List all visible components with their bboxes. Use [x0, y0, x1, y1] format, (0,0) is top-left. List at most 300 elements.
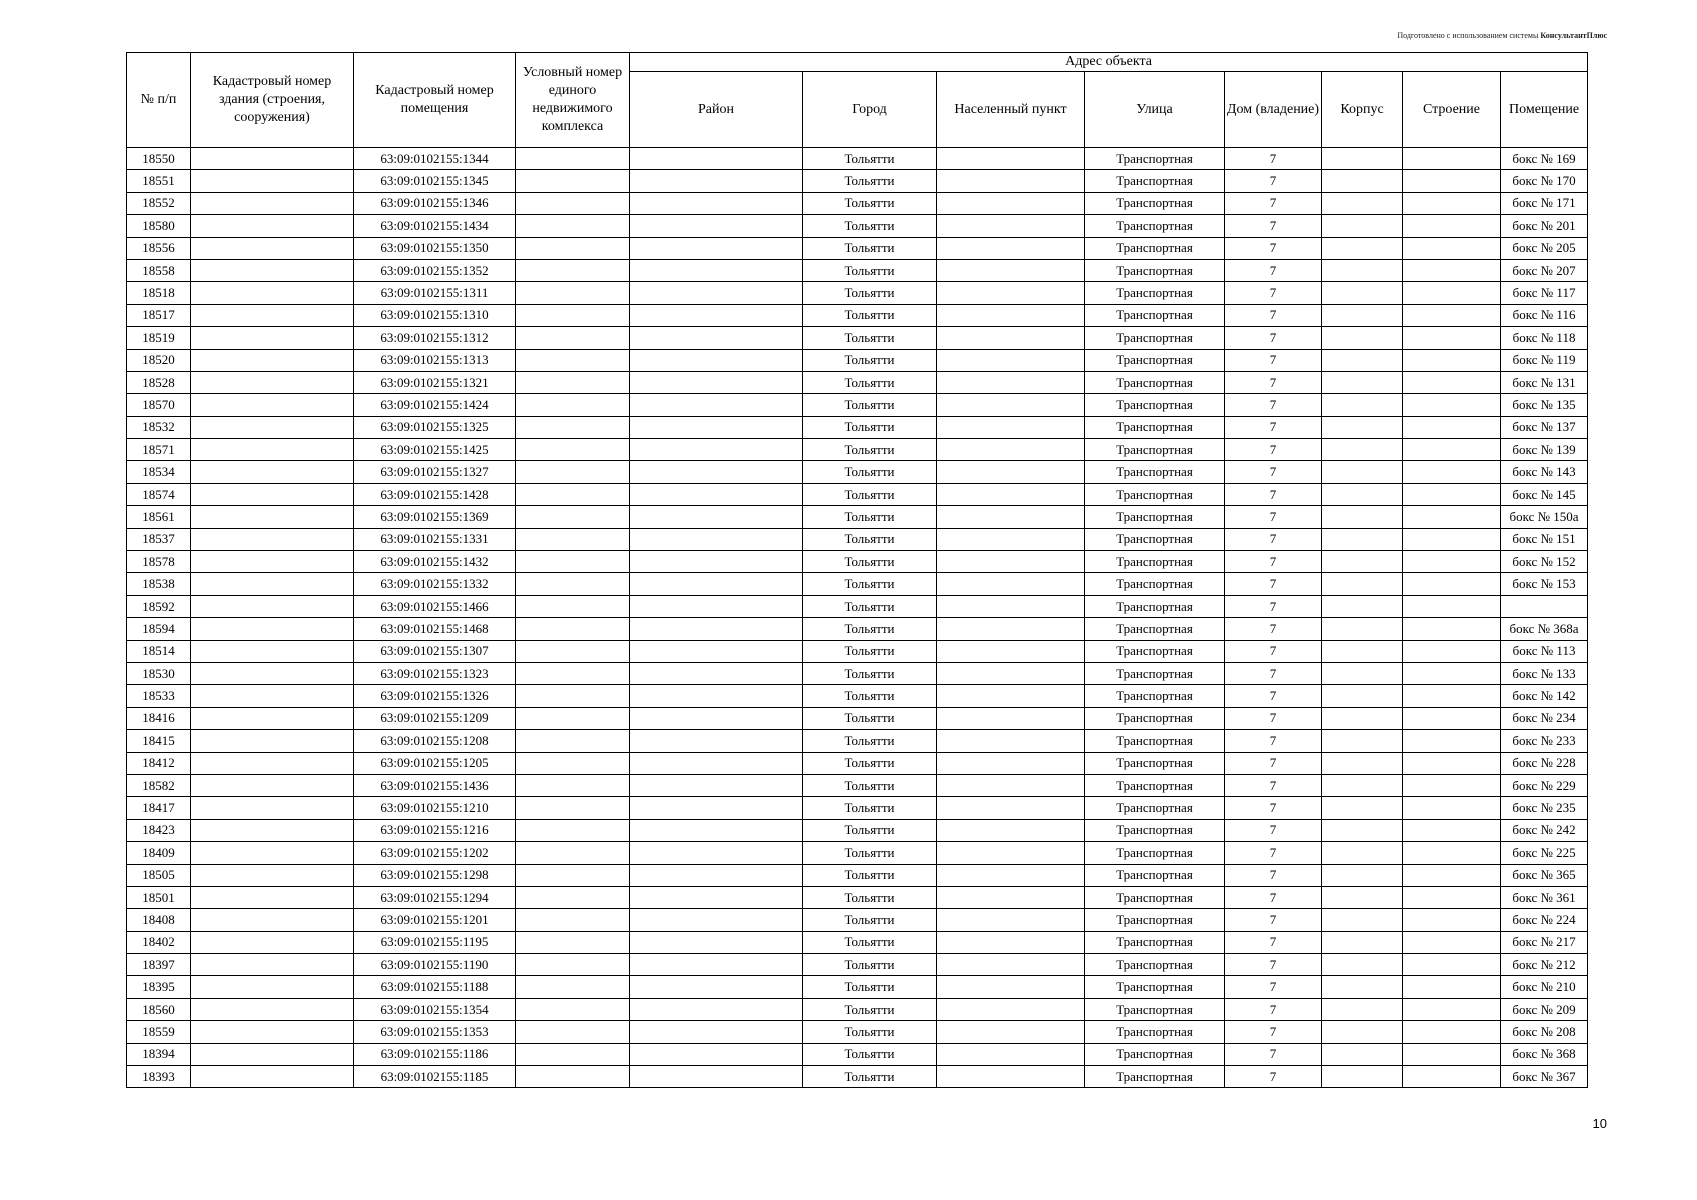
cell-street: Транспортная [1085, 886, 1225, 908]
cell-complex-number [516, 774, 630, 796]
cell-num: 18520 [127, 349, 191, 371]
cell-premise: бокс № 209 [1501, 998, 1588, 1020]
cell-settlement [937, 148, 1085, 170]
cell-complex-number [516, 662, 630, 684]
cell-street: Транспортная [1085, 259, 1225, 281]
cell-premise-cadastral: 63:09:0102155:1307 [354, 640, 516, 662]
cell-complex-number [516, 707, 630, 729]
cell-city: Тольятти [803, 282, 937, 304]
cell-settlement [937, 237, 1085, 259]
cell-premise: бокс № 224 [1501, 909, 1588, 931]
cell-num: 18571 [127, 439, 191, 461]
table-row [127, 506, 1588, 528]
cell-city: Тольятти [803, 259, 937, 281]
cell-premise: бокс № 225 [1501, 842, 1588, 864]
cell-house: 7 [1225, 976, 1322, 998]
cell-street: Транспортная [1085, 416, 1225, 438]
table-row [127, 954, 1588, 976]
cell-premise: бокс № 139 [1501, 439, 1588, 461]
cell-street: Транспортная [1085, 327, 1225, 349]
cell-structure [1403, 237, 1501, 259]
cell-premise-cadastral: 63:09:0102155:1428 [354, 483, 516, 505]
cell-house: 7 [1225, 170, 1322, 192]
cell-premise: бокс № 135 [1501, 394, 1588, 416]
cell-district [630, 215, 803, 237]
cell-structure [1403, 886, 1501, 908]
cell-premise: бокс № 116 [1501, 304, 1588, 326]
cell-house: 7 [1225, 774, 1322, 796]
cell-block [1322, 640, 1403, 662]
cell-complex-number [516, 394, 630, 416]
cell-house: 7 [1225, 506, 1322, 528]
cell-street: Транспортная [1085, 685, 1225, 707]
cell-district [630, 774, 803, 796]
table-row [127, 483, 1588, 505]
cell-district [630, 640, 803, 662]
cell-num: 18519 [127, 327, 191, 349]
cell-house: 7 [1225, 662, 1322, 684]
cell-building-cadastral [191, 774, 354, 796]
cell-building-cadastral [191, 595, 354, 617]
cell-settlement [937, 371, 1085, 393]
cell-district [630, 618, 803, 640]
cell-house: 7 [1225, 259, 1322, 281]
cell-street: Транспортная [1085, 730, 1225, 752]
cell-num: 18393 [127, 1066, 191, 1088]
cell-premise: бокс № 365 [1501, 864, 1588, 886]
cell-building-cadastral [191, 864, 354, 886]
cell-block [1322, 842, 1403, 864]
cell-district [630, 573, 803, 595]
cell-structure [1403, 349, 1501, 371]
cell-premise: бокс № 152 [1501, 551, 1588, 573]
cell-street: Транспортная [1085, 304, 1225, 326]
cell-settlement [937, 506, 1085, 528]
cell-street: Транспортная [1085, 215, 1225, 237]
cell-premise-cadastral: 63:09:0102155:1326 [354, 685, 516, 707]
cell-complex-number [516, 192, 630, 214]
cell-premise-cadastral: 63:09:0102155:1436 [354, 774, 516, 796]
cell-street: Транспортная [1085, 573, 1225, 595]
cell-house: 7 [1225, 439, 1322, 461]
cell-complex-number [516, 730, 630, 752]
cell-district [630, 259, 803, 281]
table-row [127, 730, 1588, 752]
cell-district [630, 148, 803, 170]
cell-premise-cadastral: 63:09:0102155:1434 [354, 215, 516, 237]
cell-structure [1403, 797, 1501, 819]
cell-street: Транспортная [1085, 1021, 1225, 1043]
header-city: Город [803, 72, 937, 148]
cell-building-cadastral [191, 192, 354, 214]
cell-street: Транспортная [1085, 1066, 1225, 1088]
cell-settlement [937, 797, 1085, 819]
cell-structure [1403, 416, 1501, 438]
cell-block [1322, 864, 1403, 886]
table-row [127, 371, 1588, 393]
cell-district [630, 1066, 803, 1088]
cell-complex-number [516, 685, 630, 707]
cell-settlement [937, 954, 1085, 976]
cell-premise-cadastral: 63:09:0102155:1466 [354, 595, 516, 617]
cell-complex-number [516, 640, 630, 662]
cell-building-cadastral [191, 618, 354, 640]
cell-settlement [937, 909, 1085, 931]
cell-premise-cadastral: 63:09:0102155:1188 [354, 976, 516, 998]
cell-district [630, 1021, 803, 1043]
cell-district [630, 528, 803, 550]
cell-city: Тольятти [803, 707, 937, 729]
cell-street: Транспортная [1085, 595, 1225, 617]
cell-house: 7 [1225, 685, 1322, 707]
cell-complex-number [516, 976, 630, 998]
header-block: Корпус [1322, 72, 1403, 148]
cell-block [1322, 170, 1403, 192]
cell-premise: бокс № 207 [1501, 259, 1588, 281]
cell-house: 7 [1225, 752, 1322, 774]
cell-house: 7 [1225, 1043, 1322, 1065]
cell-settlement [937, 416, 1085, 438]
cell-district [630, 886, 803, 908]
table-row [127, 439, 1588, 461]
cell-block [1322, 528, 1403, 550]
cell-premise: бокс № 233 [1501, 730, 1588, 752]
cell-settlement [937, 998, 1085, 1020]
cell-premise: бокс № 133 [1501, 662, 1588, 684]
cell-num: 18395 [127, 976, 191, 998]
prepared-by-note [1397, 31, 1607, 40]
cell-district [630, 954, 803, 976]
cell-house: 7 [1225, 797, 1322, 819]
cell-district [630, 416, 803, 438]
header-settlement: Населенный пункт [937, 72, 1085, 148]
cell-premise: бокс № 210 [1501, 976, 1588, 998]
header-street: Улица [1085, 72, 1225, 148]
table-row [127, 685, 1588, 707]
cell-premise-cadastral: 63:09:0102155:1344 [354, 148, 516, 170]
cell-num: 18528 [127, 371, 191, 393]
cell-premise-cadastral: 63:09:0102155:1468 [354, 618, 516, 640]
cell-building-cadastral [191, 282, 354, 304]
cell-building-cadastral [191, 304, 354, 326]
cell-complex-number [516, 148, 630, 170]
cell-num: 18397 [127, 954, 191, 976]
cell-district [630, 483, 803, 505]
cell-complex-number [516, 998, 630, 1020]
cell-num: 18530 [127, 662, 191, 684]
cell-num: 18505 [127, 864, 191, 886]
cell-premise-cadastral: 63:09:0102155:1208 [354, 730, 516, 752]
cell-city: Тольятти [803, 640, 937, 662]
cell-street: Транспортная [1085, 998, 1225, 1020]
cell-street: Транспортная [1085, 618, 1225, 640]
table-row [127, 573, 1588, 595]
cell-structure [1403, 819, 1501, 841]
cell-settlement [937, 1066, 1085, 1088]
cell-block [1322, 685, 1403, 707]
table-row [127, 327, 1588, 349]
cell-district [630, 707, 803, 729]
cell-building-cadastral [191, 416, 354, 438]
table-row [127, 707, 1588, 729]
cell-num: 18534 [127, 461, 191, 483]
cell-structure [1403, 1066, 1501, 1088]
cell-building-cadastral [191, 1066, 354, 1088]
cell-settlement [937, 259, 1085, 281]
cell-block [1322, 752, 1403, 774]
cell-street: Транспортная [1085, 371, 1225, 393]
cell-street: Транспортная [1085, 752, 1225, 774]
cell-house: 7 [1225, 215, 1322, 237]
cell-district [630, 842, 803, 864]
cell-city: Тольятти [803, 304, 937, 326]
cell-street: Транспортная [1085, 439, 1225, 461]
cell-city: Тольятти [803, 662, 937, 684]
cell-premise-cadastral: 63:09:0102155:1332 [354, 573, 516, 595]
cell-premise-cadastral: 63:09:0102155:1216 [354, 819, 516, 841]
cell-num: 18561 [127, 506, 191, 528]
cell-block [1322, 416, 1403, 438]
cell-street: Транспортная [1085, 864, 1225, 886]
cell-building-cadastral [191, 797, 354, 819]
cell-premise-cadastral: 63:09:0102155:1185 [354, 1066, 516, 1088]
cell-structure [1403, 954, 1501, 976]
cell-num: 18501 [127, 886, 191, 908]
cell-premise: бокс № 217 [1501, 931, 1588, 953]
cell-premise-cadastral: 63:09:0102155:1294 [354, 886, 516, 908]
cell-structure [1403, 618, 1501, 640]
cell-street: Транспортная [1085, 662, 1225, 684]
cell-house: 7 [1225, 954, 1322, 976]
cell-block [1322, 618, 1403, 640]
cell-structure [1403, 998, 1501, 1020]
cell-complex-number [516, 371, 630, 393]
cell-settlement [937, 394, 1085, 416]
cell-building-cadastral [191, 371, 354, 393]
cell-structure [1403, 752, 1501, 774]
cell-house: 7 [1225, 394, 1322, 416]
cell-building-cadastral [191, 170, 354, 192]
cell-block [1322, 730, 1403, 752]
cell-settlement [937, 931, 1085, 953]
cell-district [630, 976, 803, 998]
cell-building-cadastral [191, 551, 354, 573]
table-row [127, 618, 1588, 640]
cell-settlement [937, 327, 1085, 349]
cell-premise-cadastral: 63:09:0102155:1346 [354, 192, 516, 214]
cell-building-cadastral [191, 1043, 354, 1065]
cell-building-cadastral [191, 640, 354, 662]
cell-settlement [937, 752, 1085, 774]
cell-settlement [937, 886, 1085, 908]
cell-structure [1403, 371, 1501, 393]
cell-district [630, 237, 803, 259]
cell-complex-number [516, 752, 630, 774]
cell-city: Тольятти [803, 192, 937, 214]
cell-num: 18394 [127, 1043, 191, 1065]
cell-building-cadastral [191, 976, 354, 998]
cell-city: Тольятти [803, 573, 937, 595]
cell-block [1322, 909, 1403, 931]
cell-complex-number [516, 954, 630, 976]
cell-settlement [937, 618, 1085, 640]
cell-structure [1403, 259, 1501, 281]
cell-num: 18559 [127, 1021, 191, 1043]
table-row [127, 282, 1588, 304]
table-row [127, 1021, 1588, 1043]
cell-structure [1403, 685, 1501, 707]
cell-structure [1403, 864, 1501, 886]
table-row [127, 842, 1588, 864]
cell-city: Тольятти [803, 1043, 937, 1065]
cell-building-cadastral [191, 215, 354, 237]
cell-building-cadastral [191, 506, 354, 528]
cell-premise-cadastral: 63:09:0102155:1202 [354, 842, 516, 864]
cell-street: Транспортная [1085, 192, 1225, 214]
cell-street: Транспортная [1085, 148, 1225, 170]
cell-house: 7 [1225, 237, 1322, 259]
cell-block [1322, 371, 1403, 393]
cell-complex-number [516, 483, 630, 505]
cell-complex-number [516, 931, 630, 953]
cell-city: Тольятти [803, 752, 937, 774]
cell-complex-number [516, 215, 630, 237]
cell-street: Транспортная [1085, 1043, 1225, 1065]
cell-complex-number [516, 864, 630, 886]
header-complex-number: Условный номер единого недвижимого комплекса [516, 53, 630, 148]
cell-district [630, 864, 803, 886]
cell-block [1322, 259, 1403, 281]
cell-district [630, 394, 803, 416]
cell-building-cadastral [191, 842, 354, 864]
cell-block [1322, 1066, 1403, 1088]
cell-premise: бокс № 118 [1501, 327, 1588, 349]
cell-num: 18556 [127, 237, 191, 259]
cell-house: 7 [1225, 528, 1322, 550]
cell-premise: бокс № 117 [1501, 282, 1588, 304]
cell-street: Транспортная [1085, 349, 1225, 371]
cell-structure [1403, 327, 1501, 349]
cell-block [1322, 819, 1403, 841]
cell-complex-number [516, 170, 630, 192]
cell-premise-cadastral: 63:09:0102155:1312 [354, 327, 516, 349]
cell-settlement [937, 461, 1085, 483]
cell-block [1322, 886, 1403, 908]
cell-district [630, 192, 803, 214]
cell-district [630, 931, 803, 953]
cell-premise: бокс № 229 [1501, 774, 1588, 796]
cell-num: 18416 [127, 707, 191, 729]
cell-premise: бокс № 113 [1501, 640, 1588, 662]
cell-structure [1403, 640, 1501, 662]
cell-city: Тольятти [803, 416, 937, 438]
cell-block [1322, 1021, 1403, 1043]
cell-district [630, 349, 803, 371]
table-row [127, 752, 1588, 774]
table-row [127, 1066, 1588, 1088]
cell-house: 7 [1225, 595, 1322, 617]
cell-district [630, 797, 803, 819]
cell-block [1322, 976, 1403, 998]
cell-block [1322, 439, 1403, 461]
cell-building-cadastral [191, 685, 354, 707]
cell-premise: бокс № 153 [1501, 573, 1588, 595]
cell-structure [1403, 730, 1501, 752]
cell-building-cadastral [191, 461, 354, 483]
cell-block [1322, 998, 1403, 1020]
cell-city: Тольятти [803, 819, 937, 841]
cell-city: Тольятти [803, 394, 937, 416]
cell-structure [1403, 931, 1501, 953]
cell-block [1322, 282, 1403, 304]
cell-premise: бокс № 131 [1501, 371, 1588, 393]
cell-building-cadastral [191, 707, 354, 729]
cell-complex-number [516, 439, 630, 461]
cell-city: Тольятти [803, 797, 937, 819]
cell-house: 7 [1225, 998, 1322, 1020]
cell-house: 7 [1225, 864, 1322, 886]
cell-num: 18570 [127, 394, 191, 416]
cell-structure [1403, 976, 1501, 998]
header-premise-cadastral: Кадастровый номер помещения [354, 53, 516, 148]
cell-complex-number [516, 528, 630, 550]
cell-city: Тольятти [803, 439, 937, 461]
cell-complex-number [516, 461, 630, 483]
cell-block [1322, 148, 1403, 170]
cell-settlement [937, 573, 1085, 595]
cell-settlement [937, 551, 1085, 573]
header-house: Дом (владение) [1225, 72, 1322, 148]
cell-num: 18558 [127, 259, 191, 281]
cell-house: 7 [1225, 148, 1322, 170]
cell-city: Тольятти [803, 595, 937, 617]
cell-complex-number [516, 349, 630, 371]
cell-district [630, 1043, 803, 1065]
cell-num: 18517 [127, 304, 191, 326]
cell-num: 18417 [127, 797, 191, 819]
cell-premise: бокс № 361 [1501, 886, 1588, 908]
table-row [127, 976, 1588, 998]
cell-premise: бокс № 228 [1501, 752, 1588, 774]
cell-premise-cadastral: 63:09:0102155:1310 [354, 304, 516, 326]
cell-premise-cadastral: 63:09:0102155:1323 [354, 662, 516, 684]
cell-block [1322, 797, 1403, 819]
cell-complex-number [516, 1043, 630, 1065]
table-row [127, 304, 1588, 326]
cell-num: 18532 [127, 416, 191, 438]
cell-premise: бокс № 368 [1501, 1043, 1588, 1065]
cell-street: Транспортная [1085, 819, 1225, 841]
cell-premise: бокс № 205 [1501, 237, 1588, 259]
cell-num: 18537 [127, 528, 191, 550]
cell-complex-number [516, 819, 630, 841]
cell-block [1322, 483, 1403, 505]
table-row [127, 528, 1588, 550]
cell-street: Транспортная [1085, 774, 1225, 796]
table-row [127, 864, 1588, 886]
cell-num: 18538 [127, 573, 191, 595]
table-row [127, 551, 1588, 573]
cell-complex-number [516, 551, 630, 573]
cell-structure [1403, 439, 1501, 461]
cell-house: 7 [1225, 618, 1322, 640]
cell-premise-cadastral: 63:09:0102155:1201 [354, 909, 516, 931]
cell-num: 18514 [127, 640, 191, 662]
cell-street: Транспортная [1085, 170, 1225, 192]
cell-building-cadastral [191, 394, 354, 416]
cell-block [1322, 595, 1403, 617]
cell-num: 18551 [127, 170, 191, 192]
